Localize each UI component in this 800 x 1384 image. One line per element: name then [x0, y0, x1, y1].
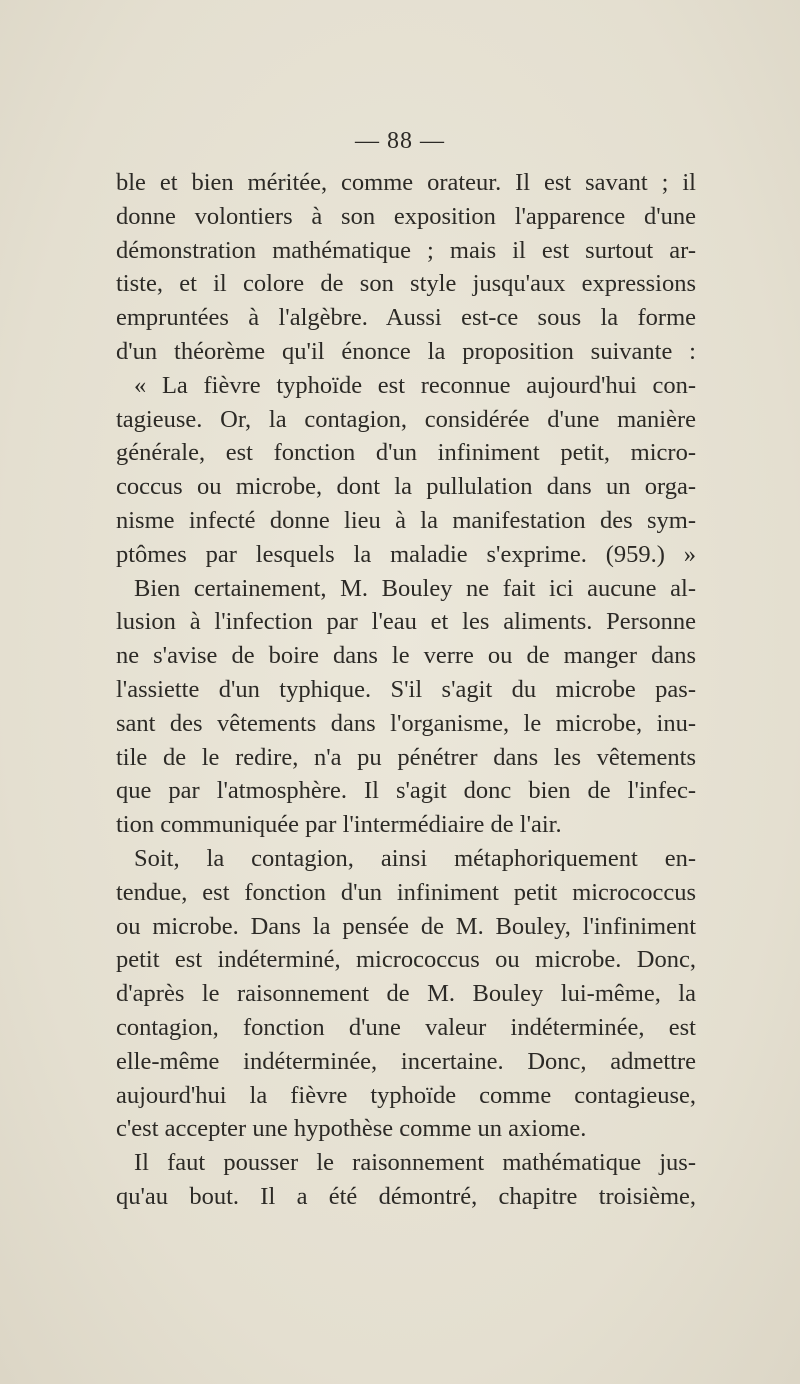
- text-line: lusion à l'infection par l'eau et les aliments. Personne: [116, 608, 696, 636]
- text-line: elle-même indéterminée, incertaine. Donc, admettre: [116, 1047, 696, 1075]
- text-line: qu'au bout. Il a été démontré, chapitre troisième,: [116, 1182, 696, 1210]
- page-number: — 88 —: [355, 128, 445, 154]
- text-line: d'après le raisonnement de M. Bouley lui-même, la: [116, 980, 696, 1008]
- text-line: coccus ou microbe, dont la pullulation dans un orga-: [116, 473, 696, 501]
- text-line: ble et bien méritée, comme orateur. Il est savant ; il: [116, 169, 696, 196]
- text-line: ptômes par lesquels la maladie s'exprime. (959.) »: [116, 540, 696, 568]
- text-line: empruntées à l'algèbre. Aussi est-ce sous la forme: [116, 304, 696, 332]
- text-line: c'est accepter une hypothèse comme un axiome.: [116, 1115, 587, 1143]
- text-line: générale, est fonction d'un infiniment petit, micro-: [116, 439, 696, 467]
- text-line: Bien certainement, M. Bouley ne fait ici aucune al-: [134, 574, 696, 602]
- text-line: donne volontiers à son exposition l'apparence d'une: [116, 202, 696, 230]
- text-line: tagieuse. Or, la contagion, considérée d'une manière: [116, 405, 696, 433]
- text-line: « La fièvre typhoïde est reconnue aujourd'hui con-: [134, 371, 696, 399]
- text-line: tiste, et il colore de son style jusqu'aux expressions: [116, 270, 696, 298]
- body-text: [116, 166, 696, 1214]
- text-line: contagion, fonction d'une valeur indéterminée, est: [116, 1013, 696, 1041]
- text-line: nisme infecté donne lieu à la manifestation des sym-: [116, 506, 696, 534]
- text-line: d'un théorème qu'il énonce la proposition suivante :: [116, 337, 696, 365]
- text-line: sant des vêtements dans l'organisme, le microbe, inu-: [116, 709, 696, 737]
- text-line: que par l'atmosphère. Il s'agit donc bien de l'infec-: [116, 777, 696, 805]
- text-line: ou microbe. Dans la pensée de M. Bouley, l'infiniment: [116, 912, 696, 940]
- text-line: ne s'avise de boire dans le verre ou de manger dans: [116, 642, 696, 670]
- text-line: tion communiquée par l'intermédiaire de l'air.: [116, 811, 562, 839]
- text-line: Soit, la contagion, ainsi métaphoriquement en-: [134, 844, 696, 872]
- text-line: Il faut pousser le raisonnement mathématique jus-: [134, 1149, 696, 1177]
- text-line: tile de le redire, n'a pu pénétrer dans les vêtements: [116, 743, 696, 771]
- text-line: tendue, est fonction d'un infiniment petit micrococcus: [116, 878, 696, 906]
- text-line: l'assiette d'un typhique. S'il s'agit du microbe pas-: [116, 675, 696, 703]
- text-line: petit est indéterminé, micrococcus ou microbe. Donc,: [116, 946, 696, 974]
- text-line: aujourd'hui la fièvre typhoïde comme contagieuse,: [116, 1081, 696, 1109]
- text-line: démonstration mathématique ; mais il est surtout ar-: [116, 236, 696, 264]
